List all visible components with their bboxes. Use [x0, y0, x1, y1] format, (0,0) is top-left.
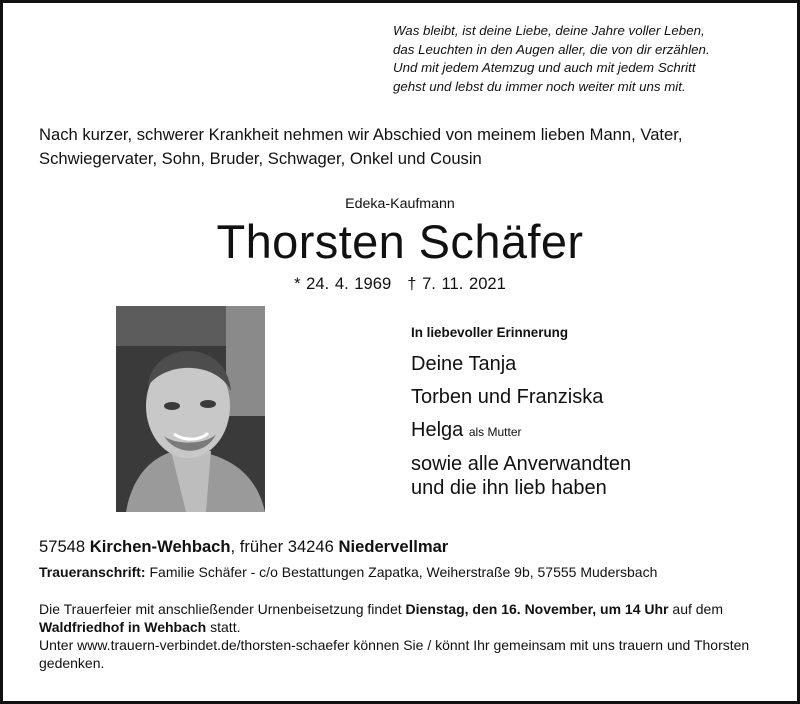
funeral-text: Die Trauerfeier mit anschließender Urnenbeisetzung findet [39, 601, 402, 617]
profession: Edeka-Kaufmann [345, 196, 455, 212]
mourner-note: als Mutter [468, 425, 522, 439]
residence-line [39, 537, 448, 557]
mourners-heading: In liebevoller Erinnerung [411, 325, 569, 340]
portrait-photo [116, 306, 265, 512]
poem-line: das Leuchten in den Augen aller, die von dir erzählen. [393, 41, 710, 57]
mourner-line: Torben und Franziska [411, 386, 604, 408]
intro-text: Nach kurzer, schwerer Krankheit nehmen wir Abschied von meinem lieben Mann, Vater, Schwiegervater, Sohn, Bruder, Schwager, Onkel und Cousin [39, 125, 683, 168]
town-current: Kirchen-Wehbach [89, 537, 231, 556]
address-text: Familie Schäfer - c/o Bestattungen Zapatka, Weiherstraße 9b, 57555 Mudersbach [149, 564, 658, 580]
funeral-place: Waldfriedhof in Wehbach [39, 619, 207, 635]
death-date: † 7. 11. 2021 [407, 274, 506, 293]
life-dates [0, 274, 800, 294]
town-former: Niedervellmar [338, 537, 449, 556]
online-condolence: Unter www.trauern-verbindet.de/thorsten-schaefer können Sie / könnt Ihr gemeinsam mit uns trauern und Thorsten gedenken. [39, 637, 750, 671]
poem-line: Und mit jedem Atemzug und auch mit jedem Schritt [393, 60, 696, 75]
mourner-name: Helga [411, 419, 464, 441]
funeral-date: Dienstag, den 16. November, um 14 Uhr [405, 601, 669, 617]
mourning-address [39, 564, 657, 580]
formerly-text: , früher 34246 [230, 537, 334, 556]
poem-line: Was bleibt, ist deine Liebe, deine Jahre voller Leben, [393, 23, 705, 38]
birth-date: * 24. 4. 1969 [294, 274, 392, 293]
poem-line: gehst und lebst du immer noch weiter mit uns mit. [393, 78, 686, 94]
address-label: Traueranschrift: [39, 564, 146, 580]
mourner-line: sowie alle Anverwandten [411, 453, 632, 475]
deceased-name: Thorsten Schäfer [216, 215, 584, 268]
mourner-line [411, 418, 522, 444]
funeral-text: auf dem [672, 601, 723, 617]
zip-code: 57548 [39, 537, 86, 556]
funeral-info [39, 600, 784, 672]
mourner-line: Deine Tanja [411, 353, 517, 375]
mourner-line: und die ihn lieb haben [411, 477, 607, 499]
funeral-text: statt. [210, 619, 241, 635]
poem [393, 22, 793, 96]
